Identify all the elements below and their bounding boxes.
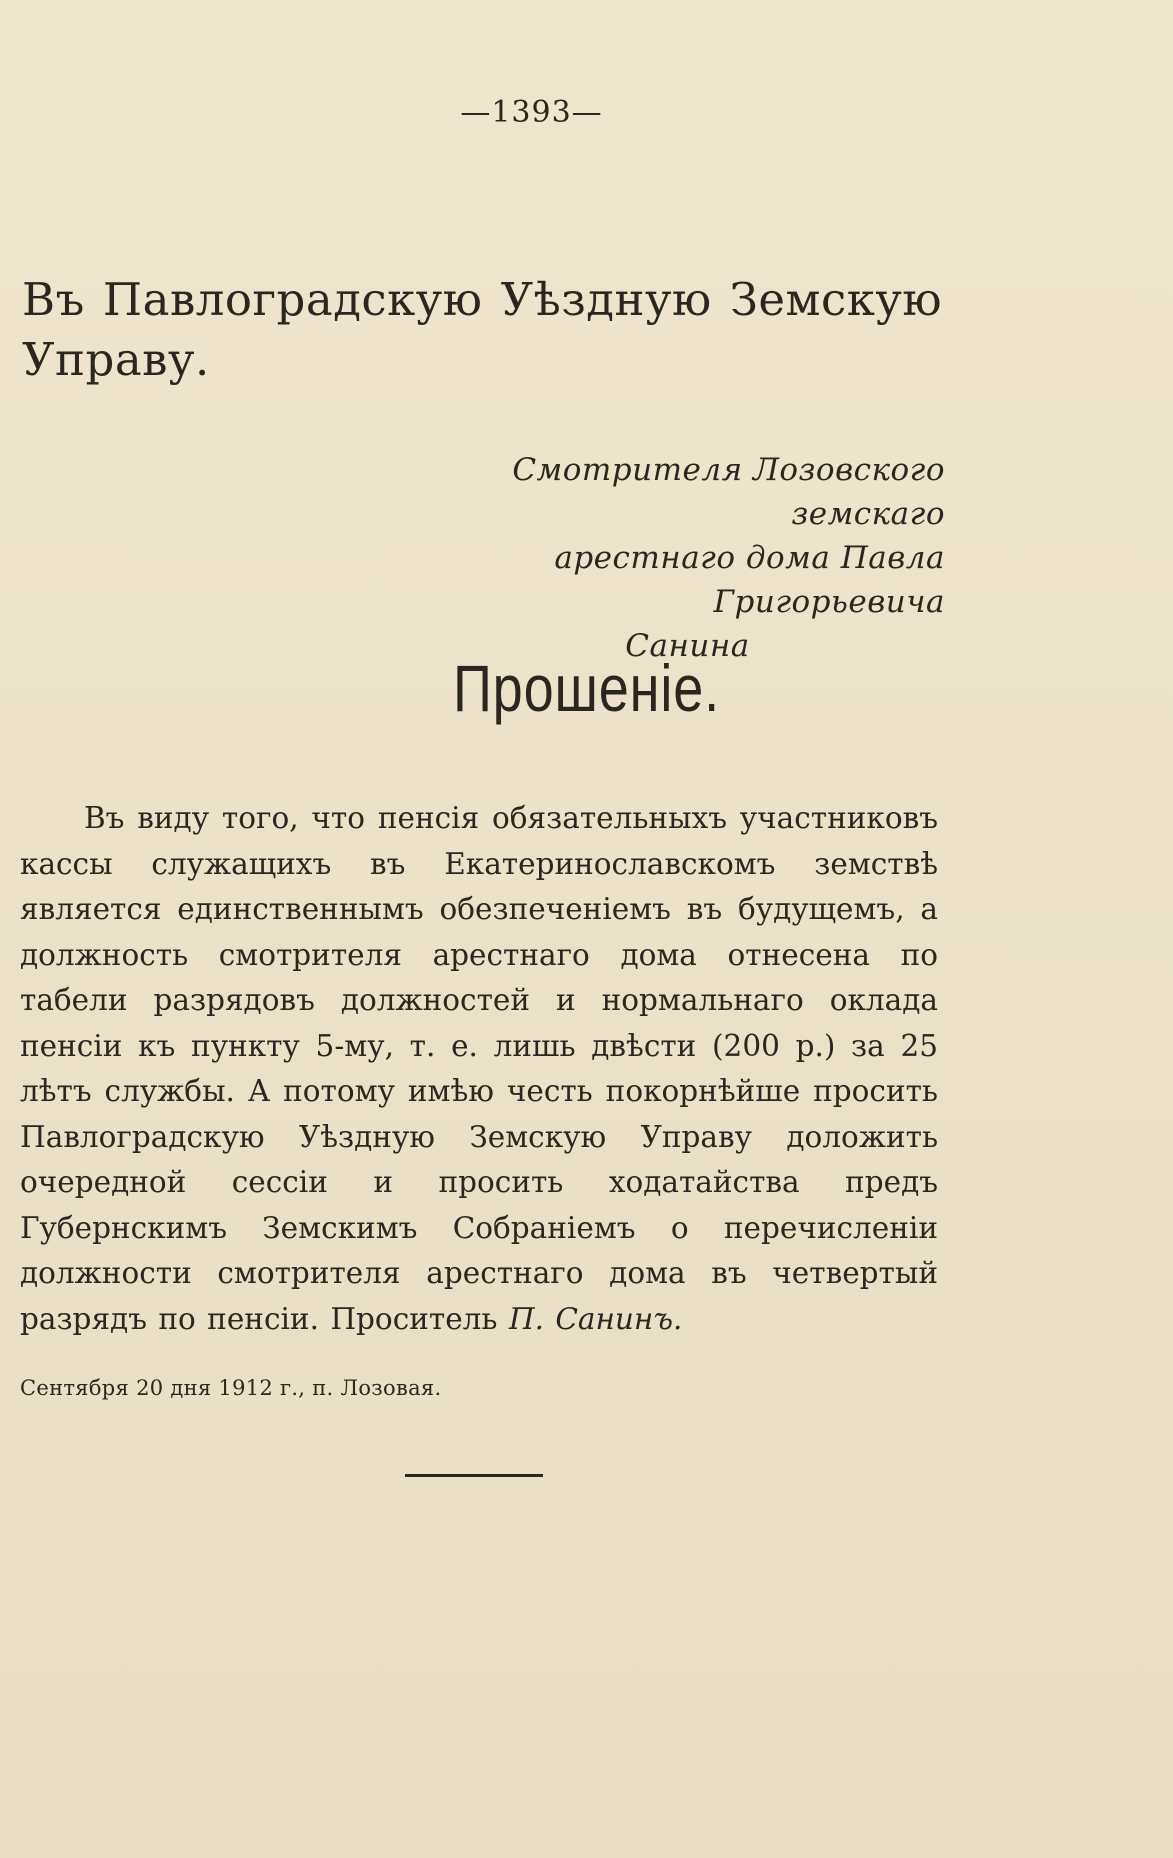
sender-block bbox=[360, 448, 945, 668]
addressee-heading: Въ Павлоградскую Уѣздную Земскую Управу. bbox=[22, 273, 942, 386]
signature: П. Санинъ. bbox=[508, 1301, 683, 1336]
date-line: Сентября 20 дня 1912 г., п. Лозовая. bbox=[20, 1376, 442, 1400]
sender-line-2: арестнаго дома Павла Григорьевича bbox=[554, 540, 945, 620]
petition-body bbox=[20, 796, 938, 1342]
document-title: Прошеніе. bbox=[452, 651, 721, 725]
petition-text: Въ виду того, что пенсія обязательныхъ участниковъ кассы служащихъ въ Екатеринославскомъ земствѣ является единственнымъ обезпеченіемъ въ будущемъ, а должность смотрителя арестнаго дома отнесена по табели разрядовъ должностей и нормальнаго оклада пенсіи къ пункту 5-му, т. е. лишь двѣсти (200 р.) за 25 лѣтъ службы. А потому имѣю честь покорнѣйше просить Павлоградскую Уѣздную Земскую Управу доложить очередной сессіи и просить ходатайства предъ Губернскимъ Земскимъ Собраніемъ о перечисленіи должности смотрителя арестнаго дома въ четвертый разрядъ по пенсіи. Проситель bbox=[20, 801, 938, 1336]
sender-line-3: Санина bbox=[625, 628, 750, 664]
page-number bbox=[0, 95, 1173, 130]
sender-line-1: Смотрителя Лозовского земскаго bbox=[512, 452, 945, 532]
closing-rule bbox=[405, 1474, 543, 1477]
page-number-text: —1393— bbox=[460, 95, 603, 130]
